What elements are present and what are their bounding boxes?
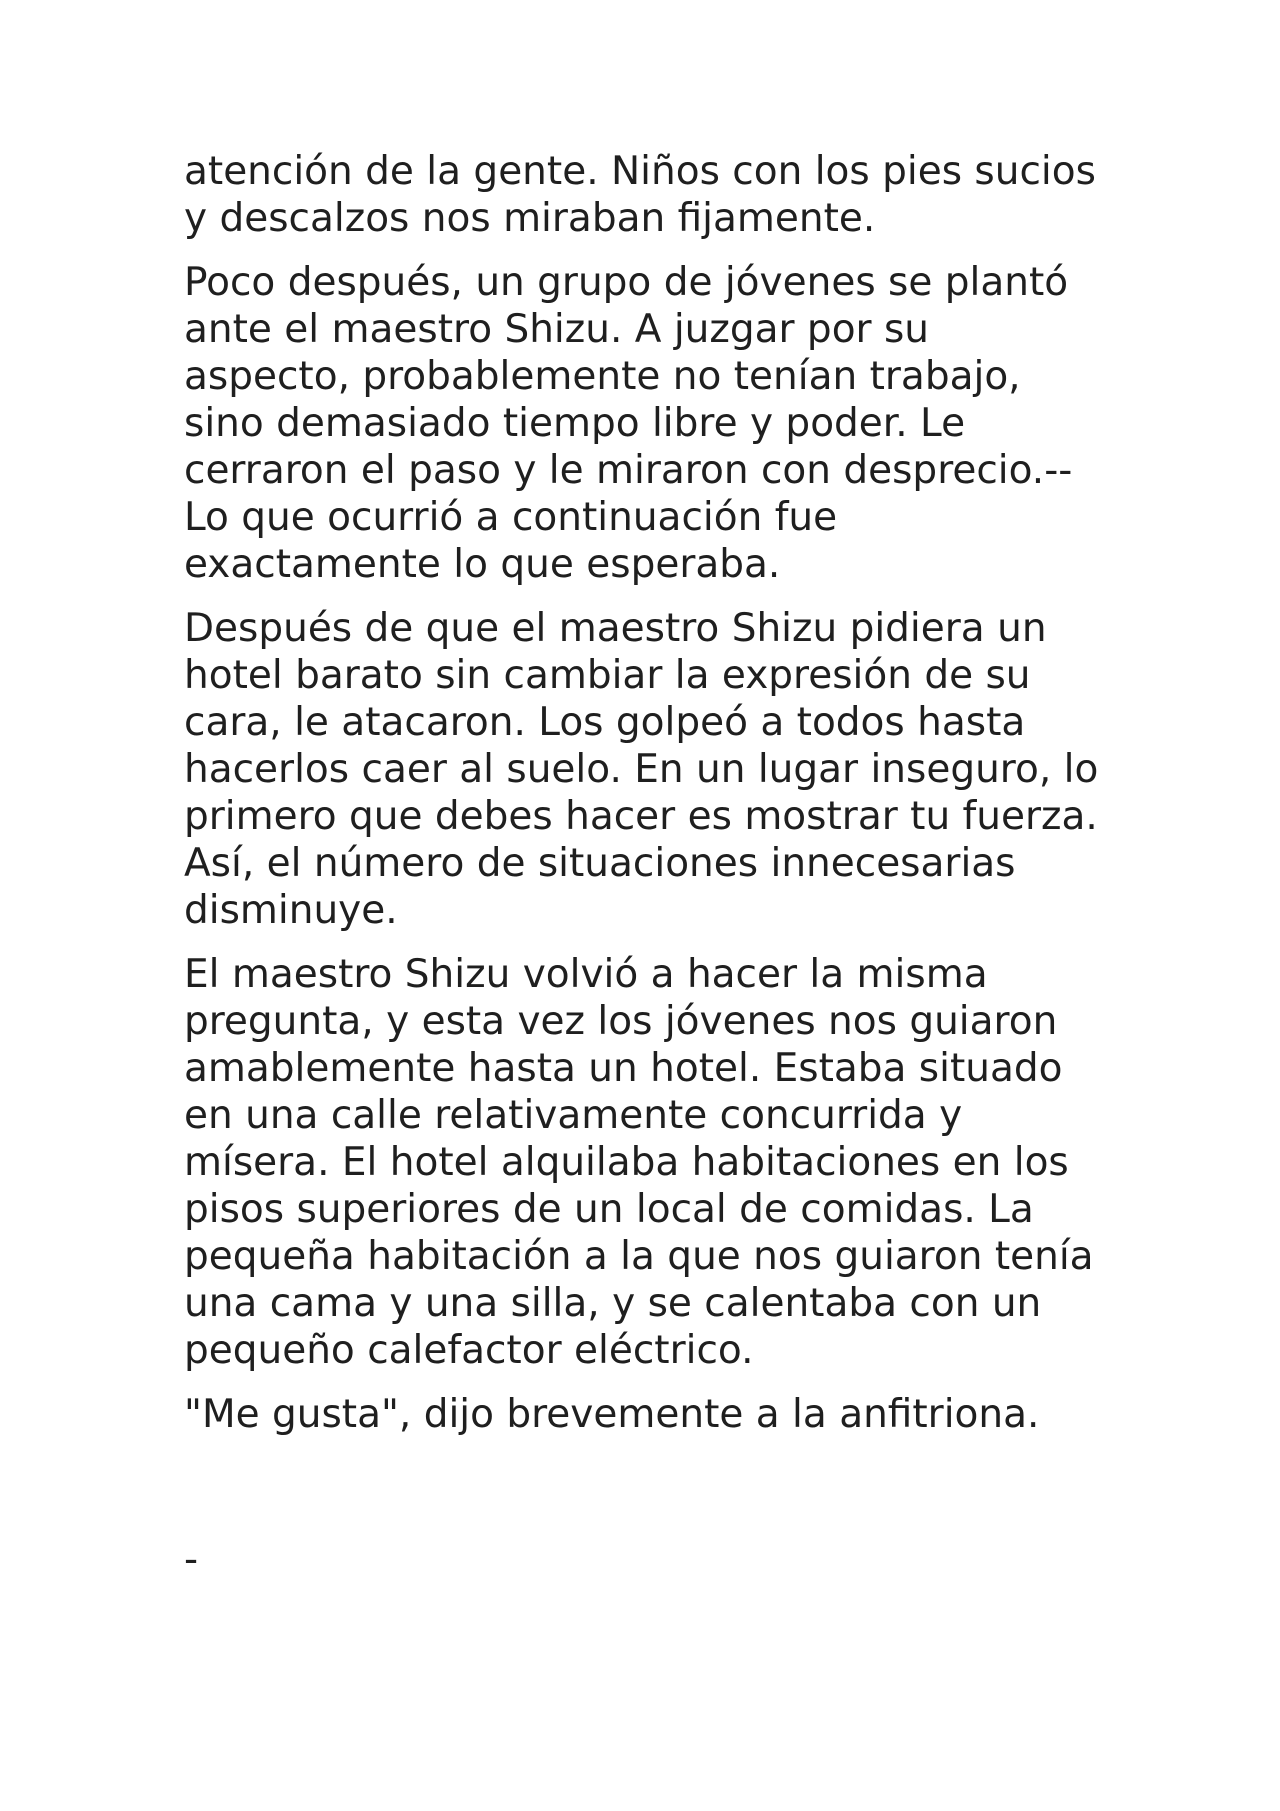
paragraph-1: atención de la gente. Niños con los pies sucios y descalzos nos miraban fijamente. (184, 149, 1096, 241)
document-body (184, 148, 1104, 1455)
paragraph-3: Después de que el maestro Shizu pidiera un hotel barato sin cambiar la expresión de su cara, le atacaron. Los golpeó a todos hasta hacerlos caer al suelo. En un lugar inseguro, lo primero que debes hacer es mostrar tu fuerza. Así, el número de situaciones innecesarias disminuye. (184, 606, 1099, 933)
trailing-dash: - (184, 1537, 199, 1582)
paragraph-4: El maestro Shizu volvió a hacer la misma pregunta, y esta vez los jóvenes nos guiaron amablemente hasta un hotel. Estaba situado en una calle relativamente concurrida y mísera. El hotel alquilaba habitaciones en los pisos superiores de un local de comidas. La pequeña habitación a la que nos guiaron tenía una cama y una silla, y se calentaba con un pequeño calefactor eléctrico. (184, 952, 1094, 1373)
paragraph-5: "Me gusta", dijo brevemente a la anfitriona. (184, 1392, 1040, 1437)
paragraph-2: Poco después, un grupo de jóvenes se plantó ante el maestro Shizu. A juzgar por su aspecto, probablemente no tenían trabajo, sino demasiado tiempo libre y poder. Le cerraron el paso y le miraron con desprecio.-- Lo que ocurrió a continuación fue exactamente lo que esperaba. (184, 260, 1073, 587)
